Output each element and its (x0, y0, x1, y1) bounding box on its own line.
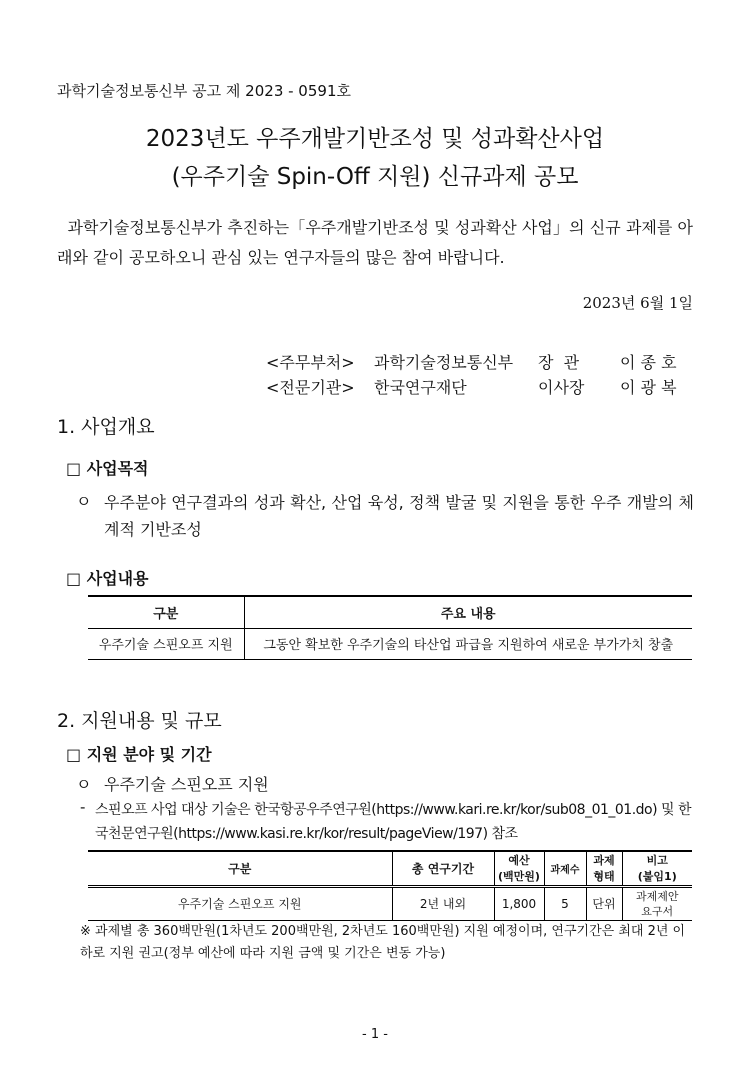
table-cell: 그동안 확보한 우주기술의 타산업 파급을 지원하여 새로운 부가가치 창출 (244, 628, 692, 659)
signatory-title: 이사장 (538, 378, 585, 397)
support-bullet: ㅇ (76, 775, 92, 794)
support-scale-table (88, 850, 692, 921)
table-row (88, 886, 692, 920)
table-cell: 우주기술 스핀오프 지원 (177, 897, 302, 911)
announcement-date: 2023년 6월 1일 (582, 294, 693, 312)
signatory-name: 이 광 복 (620, 378, 677, 397)
table-row (88, 628, 692, 659)
table-cell: 1,800 (494, 886, 544, 920)
dash-mark: - (80, 798, 86, 816)
spinoff-reference-text: 스핀오프 사업 대상 기술은 한국항공우주연구원(https://www.kari.re.kr/kor/sub08_01_01.do) 및 한국천문연구원(https://www.kasi.re.kr/kor/result/pageView/197) 참조 (95, 802, 692, 842)
table-header: 구분 (153, 606, 179, 622)
table-cell: 우주기술 스핀오프 지원 (98, 638, 233, 653)
signatory-role: <전문기관> (266, 378, 355, 397)
notice-number: 과학기술정보통신부 공고 제 2023 - 0591호 (57, 82, 351, 100)
signatory-org: 과학기술정보통신부 (374, 353, 514, 372)
table-header: 구분 (228, 861, 252, 876)
table-header: 과제수 (544, 851, 586, 886)
purpose-heading: □ 사업목적 (66, 459, 149, 478)
table-cell: 2년 내외 (392, 886, 494, 920)
table-header: 총 연구기간 (392, 851, 494, 886)
signatory-org: 한국연구재단 (374, 378, 467, 397)
table-cell: 단위 (586, 886, 622, 920)
signatory-title: 장 관 (538, 353, 580, 372)
page-number: - 1 - (362, 1027, 388, 1042)
table-header-row (88, 851, 692, 886)
purpose-bullet: ㅇ (76, 492, 92, 511)
intro-paragraph: 과학기술정보통신부가 추진하는「우주개발기반조성 및 성과확산 사업」의 신규 과제를 아래와 같이 공모하오니 관심 있는 연구자들의 많은 참여 바랍니다. (57, 218, 693, 267)
purpose-text: 우주분야 연구결과의 성과 확산, 산업 육성, 정책 발굴 및 지원을 통한 우주 개발의 체계적 기반조성 (104, 493, 694, 539)
title-line-1: 2023년도 우주개발기반조성 및 성과확산사업 (145, 126, 605, 152)
signatory-row (0, 375, 750, 399)
signatory-name: 이 종 호 (620, 353, 677, 372)
table-header-row (88, 596, 692, 628)
title-line-2: (우주기술 Spin-Off 지원) 신규과제 공모 (171, 164, 579, 190)
section-1-heading: 1. 사업개요 (57, 416, 155, 438)
table-header: 주요 내용 (244, 596, 692, 628)
content-heading: □ 사업내용 (66, 569, 149, 588)
support-field-heading: □ 지원 분야 및 기간 (66, 745, 212, 764)
signatory-role: <주무부처> (266, 353, 355, 372)
support-bullet-text: 우주기술 스핀오프 지원 (104, 775, 269, 794)
business-content-table (88, 595, 692, 660)
table-header: 예산 (백만원) (494, 851, 544, 886)
budget-note: ※ 과제별 총 360백만원(1차년도 200백만원, 2차년도 160백만원) 지원 예정이며, 연구기간은 최대 2년 이하로 지원 권고(정부 예산에 따라 지원 금액 및 기간은 변동 가능) (80, 924, 686, 961)
table-cell: 5 (544, 886, 586, 920)
table-header: 비고 (붙임1) (622, 851, 692, 886)
section-2-heading: 2. 지원내용 및 규모 (57, 710, 222, 732)
table-header: 과제 형태 (586, 851, 622, 886)
signatory-row (0, 350, 750, 374)
table-cell: 과제제안 요구서 (622, 886, 692, 920)
